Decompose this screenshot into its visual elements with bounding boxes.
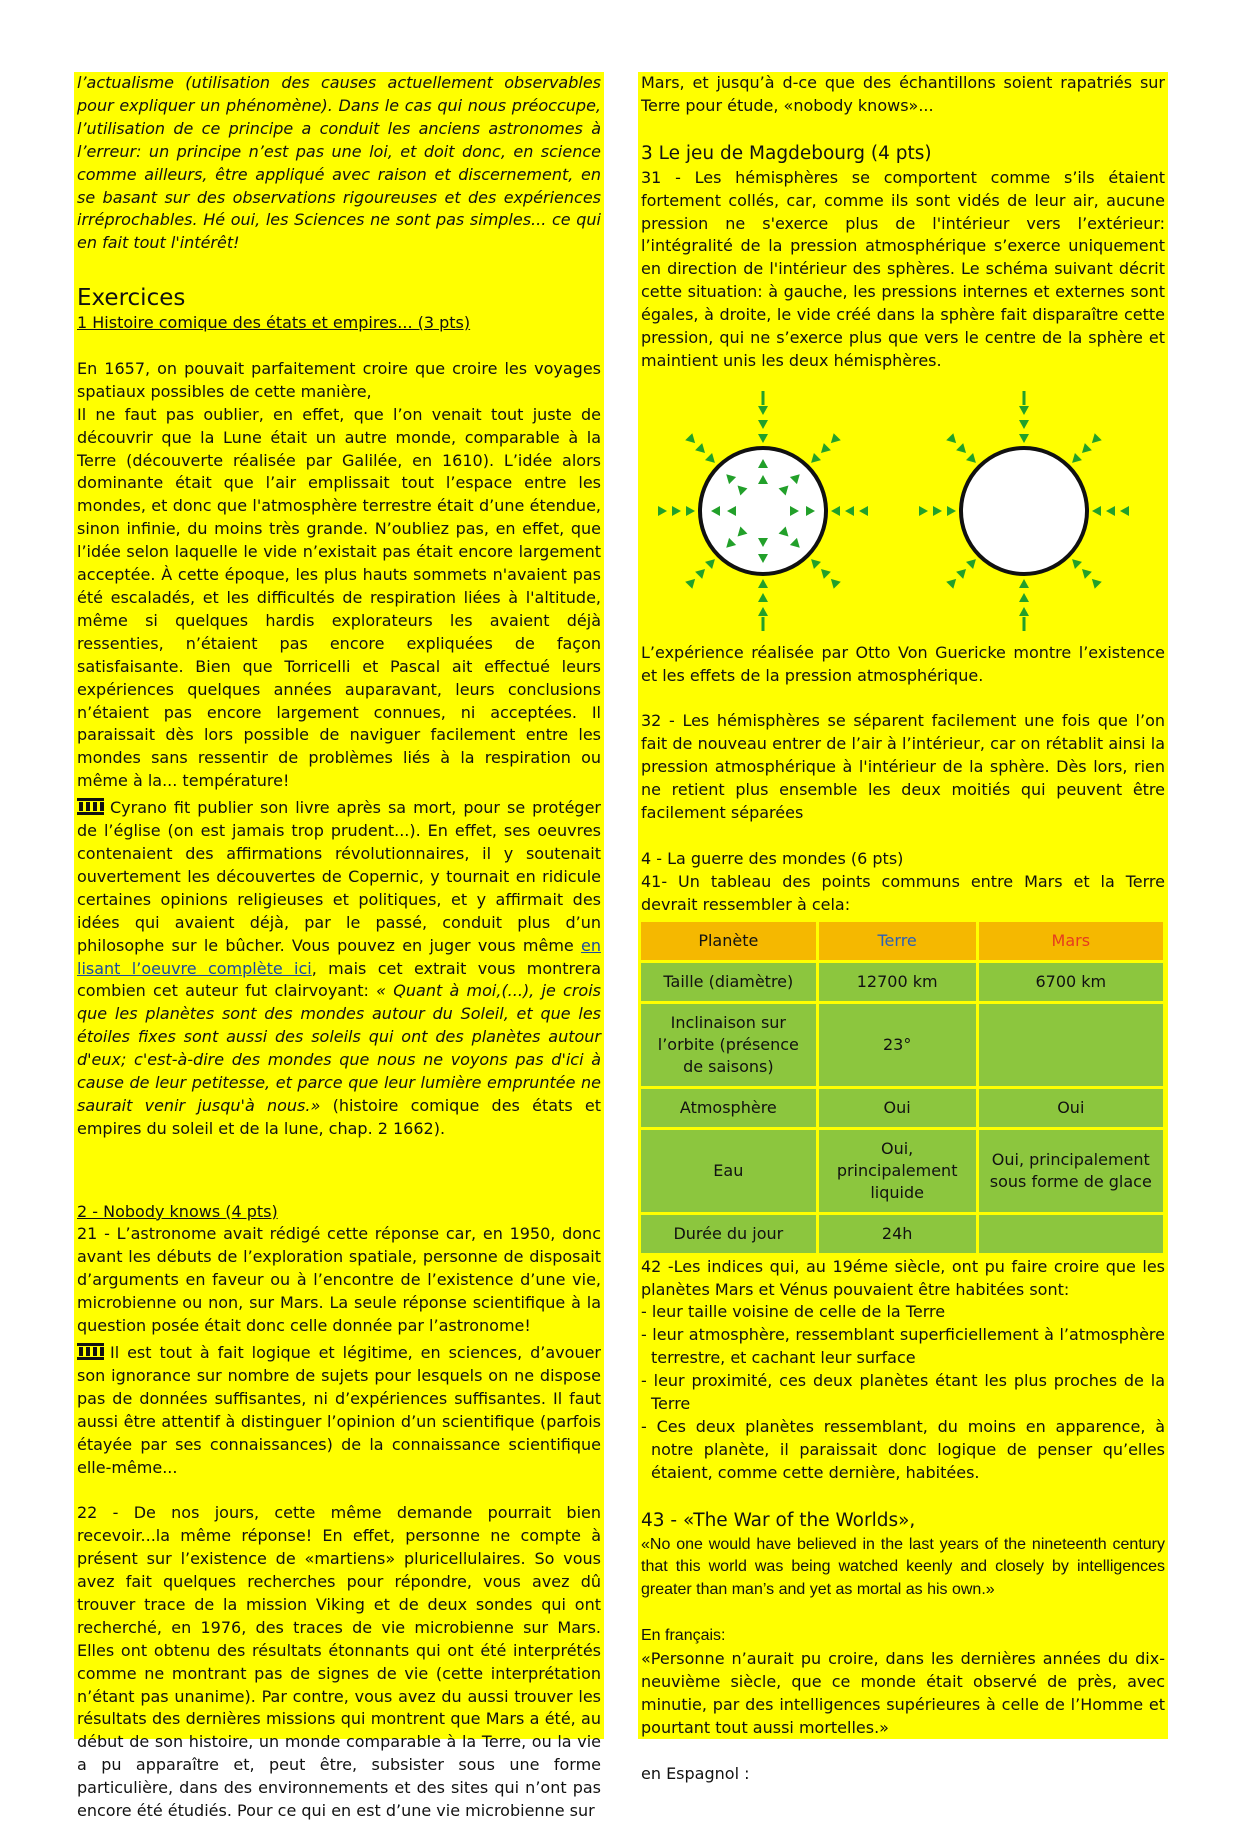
- list-item: - leur taille voisine de celle de la Terre: [641, 1302, 946, 1322]
- table-row: [641, 1215, 1163, 1253]
- list-item: - leur atmosphère, ressemblant superficiellement à l’atmosphère terrestre, et cachant leur surface: [641, 1325, 1165, 1368]
- table-row: [641, 1130, 1163, 1212]
- table-row: [641, 963, 1163, 1001]
- sphere-vacuum: [919, 391, 1129, 631]
- list-item: - leur proximité, ces deux planètes étant les plus proches de la Terre: [641, 1371, 1165, 1414]
- table-row: [641, 1004, 1163, 1086]
- table-cell: Eau: [641, 1130, 816, 1212]
- exercise-2-paragraph-1: 21 - L’astronome avait rédigé cette réponse car, en 1950, donc avant les débuts de l’exploration spatiale, personne de disposait d’arguments en faveur ou à l’encontre de l’existence d’une vie, microbienne ou non, sur Mars. La seule réponse scientifique à la question posée était donc celle donnée par l’astronome!: [77, 1224, 601, 1336]
- right-column: [638, 72, 1168, 1783]
- table-header: Planète: [641, 922, 816, 960]
- monument-icon: [77, 798, 104, 815]
- war-of-worlds-french: «Personne n’aurait pu croire, dans les dernières années du dix-neuvième siècle, que ce monde était observé de près, avec minutie, par des intelligences supérieures à celle de l’Homme et pourtant tout aussi mortelles.»: [641, 1649, 1165, 1737]
- table-header-row: [641, 922, 1163, 960]
- table-row: [641, 1089, 1163, 1127]
- exercise-1-paragraph-2: Il ne faut pas oublier, en effet, que l’on venait tout juste de découvrir que la Lune était un autre monde, comparable à la Terre (découverte réalisée par Galilée, en 1610). L’idée alors dominante était que l’air emplissait tout l’espace entre les mondes, et donc que l'atmosphère terrestre était d’une étendue, sinon infinie, du moins très grande. N’oubliez pas, en effet, que l’idée selon laquelle le vide n’existait pas était encore largement acceptée. À cette époque, les plus hauts sommets n'avaient pas été escaladés, et les difficultés de respiration liées à l'altitude, même si quelques hardis explorateurs les avaient déjà ressenties, n’étaient pas encore expliquées de façon satisfaisante. Bien que Torricelli et Pascal ait effectué leurs expériences quelques années auparavant, leurs conclusions n’étaient pas encore largement connues, ni acceptées. Il paraissait dès lors possible de naviguer facilement entre les mondes sans ressentir de problèmes liés à la respiration ou même à la... température!: [77, 404, 601, 791]
- table-cell: 6700 km: [979, 963, 1163, 1001]
- left-column: [74, 72, 604, 1821]
- list-item: - Ces deux planètes ressemblant, du moins en apparence, à notre planète, il paraissait donc logique de penser qu’elles étaient, comme cette dernière, habitées.: [641, 1416, 1165, 1482]
- table-cell: [979, 1215, 1163, 1253]
- exercise-3-paragraph-2: L’expérience réalisée par Otto Von Guericke montre l’existence et les effets de la pression atmosphérique.: [641, 642, 1165, 685]
- exercise-2-paragraph-3: 22 - De nos jours, cette même demande pourrait bien recevoir...la même réponse! En effet, personne ne compte à présent sur l’existence de «martiens» pluricellulaires. So vous avez fait quelques recherches pour répondre, vous avez dû trouver trace de la mission Viking et de deux sondes qui ont recherché, en 1976, des traces de vie microbienne sur Mars. Elles ont obtenu des résultats étonnants qui ont été interprétés comme ne montrant pas de signes de vie (cette interprétation n’étant pas unanime). Par contre, vous avez du aussi trouver les résultats des dernières missions qui montrent que Mars a été, au début de son histoire, un monde comparable à la Terre, ou la vie a pu apparaître et, peut être, subsister sous une forme particulière, dans des environnements et des sites qui n’ont pas encore été étudiés. Pour ce qui en est d’une vie microbienne sur: [77, 1503, 601, 1821]
- complete-work-link[interactable]: en lisant l’oeuvre complète ici: [77, 935, 601, 978]
- pressure-diagram: [641, 387, 1171, 635]
- table-cell: Atmosphère: [641, 1089, 816, 1127]
- table-header: Mars: [979, 922, 1163, 960]
- exercise-1-paragraph-3: [77, 797, 601, 1141]
- exercise-43-title: 43 - «The War of the Worlds»,: [641, 1509, 916, 1531]
- table-cell: Oui: [979, 1089, 1163, 1127]
- table-cell: 24h: [819, 1215, 976, 1253]
- exercise-2-text: Il est tout à fait logique et légitime, en sciences, d’avouer son ignorance sur nombre de sujets pour lesquels on ne dispose pas de données suffisantes, ni d’expériences suffisantes. Il faut aussi être attentif à distinguer l’opinion d’un scientifique (parfois étayée par ses connaissances) de la connaissance scientifique elle-même...: [77, 1342, 601, 1477]
- war-of-worlds-english: «No one would have believed in the last years of the nineteenth century that this world was being watched keenly and closely by intelligences greater than man’s and yet as mortal as his own.»: [641, 1535, 1165, 1599]
- exercise-1-title: 1 Histoire comique des états et empires... (3 pts): [77, 313, 471, 333]
- table-cell: Oui, principalement liquide: [819, 1130, 976, 1212]
- exercises-heading: Exercices: [77, 285, 186, 312]
- intro-paragraph: l’actualisme (utilisation des causes actuellement observables pour expliquer un phénomène). Dans le cas qui nous préoccupe, l’utilisation de ce principe a conduit les anciens astronomes à l’erreur: un principe n’est pas une loi, et doit donc, en science comme ailleurs, être appliqué avec raison et discernement, en se basant sur des observations rigoureuses et des expériences irréprochables. Hé oui, les Sciences ne sont pas simples... ce qui en fait tout l'intérêt!: [77, 73, 601, 253]
- sphere-equal-pressure: [658, 391, 868, 631]
- table-cell: Oui, principalement sous forme de glace: [979, 1130, 1163, 1212]
- table-cell: Taille (diamètre): [641, 963, 816, 1001]
- exercise-1-text-c: (histoire comique des états et empires du soleil et de la lune, chap. 2 1662).: [77, 1095, 602, 1138]
- exercise-1-text-a: Cyrano fit publier son livre après sa mort, pour se protéger de l’église (on est jamais trop prudent...). En effet, ses oeuvres contenaient des affirmations révolutionnaires, il y soutenait ouvertement les découvertes de Copernic, y tournait en ridicule certaines opinions religieuses et politiques, et y affirmait des idées qui avaient déjà, par le passé, conduit plus d’un philosophe sur le bûcher. Vous pouvez en juger vous même: [77, 798, 601, 955]
- spanish-label: en Espagnol :: [641, 1763, 750, 1783]
- exercise-2-title: 2 - Nobody knows (4 pts): [77, 1201, 278, 1221]
- monument-icon: [77, 1343, 104, 1360]
- exercise-1-paragraph-1: En 1657, on pouvait parfaitement croire que croire les voyages spatiaux possibles de cette manière,: [77, 358, 601, 401]
- french-label: En français:: [641, 1627, 726, 1645]
- table-cell: Durée du jour: [641, 1215, 816, 1253]
- exercise-4-paragraph-1: 41- Un tableau des points communs entre Mars et la Terre devrait ressembler à cela:: [641, 871, 1165, 914]
- table-cell: Inclinaison sur l’orbite (présence de saisons): [641, 1004, 816, 1086]
- continuation-paragraph: Mars, et jusqu’à d-ce que des échantillons soient rapatriés sur Terre pour étude, «nobody knows»...: [641, 73, 1165, 115]
- table-cell: [979, 1004, 1163, 1086]
- table-cell: 12700 km: [819, 963, 976, 1001]
- planet-comparison-table: [638, 919, 1166, 1256]
- cyrano-quote: « Quant à moi,(...), je crois que les planètes sont des mondes autour du Soleil, et que les étoiles fixes sont aussi des soleils qui ont des planètes autour d'eux; c'est-à-dire des mondes que nous ne voyons pas d'ici à cause de leur petitesse, et parce que leur lumière empruntée ne saurait venir jusqu'à nous.»: [77, 981, 602, 1115]
- exercise-4-paragraph-2: 42 -Les indices qui, au 19éme siècle, ont pu faire croire que les planètes Mars et Vénus pouvaient être habitées sont:: [641, 1256, 1165, 1299]
- table-cell: 23°: [819, 1004, 976, 1086]
- exercise-1-text-b: , mais cet extrait vous montrera combien cet auteur fut clairvoyant:: [77, 958, 602, 1001]
- exercise-3-paragraph-1: 31 - Les hémisphères se comportent comme s’ils étaient fortement collés, car, comme ils sont vidés de leur air, aucune pression ne s'exerce plus de l'intérieur vers l’extérieur: l’intégralité de la pression atmosphérique s’exerce uniquement en direction de l'intérieur des sphères. Le schéma suivant décrit cette situation: à gauche, les pressions internes et externes sont égales, à droite, le vide créé dans la sphère fait disparaître cette pression, qui ne s’exerce plus que vers le centre de la sphère et maintient unis les deux hémisphères.: [641, 167, 1165, 370]
- table-cell: Oui: [819, 1089, 976, 1127]
- exercise-2-paragraph-2: [77, 1342, 601, 1479]
- table-header: Terre: [819, 922, 976, 960]
- exercise-3-paragraph-3: 32 - Les hémisphères se séparent facilement une fois que l’on fait de nouveau entrer de l’air à l’intérieur, car on rétablit ainsi la pression atmosphérique à l'intérieur de la sphère. Dès lors, rien ne retient plus ensemble les deux moitiés qui peuvent être facilement séparées: [641, 711, 1165, 823]
- exercise-4-title: 4 - La guerre des mondes (6 pts): [641, 848, 904, 868]
- indices-list: [641, 1301, 1165, 1484]
- exercise-3-title: 3 Le jeu de Magdebourg (4 pts): [641, 142, 932, 164]
